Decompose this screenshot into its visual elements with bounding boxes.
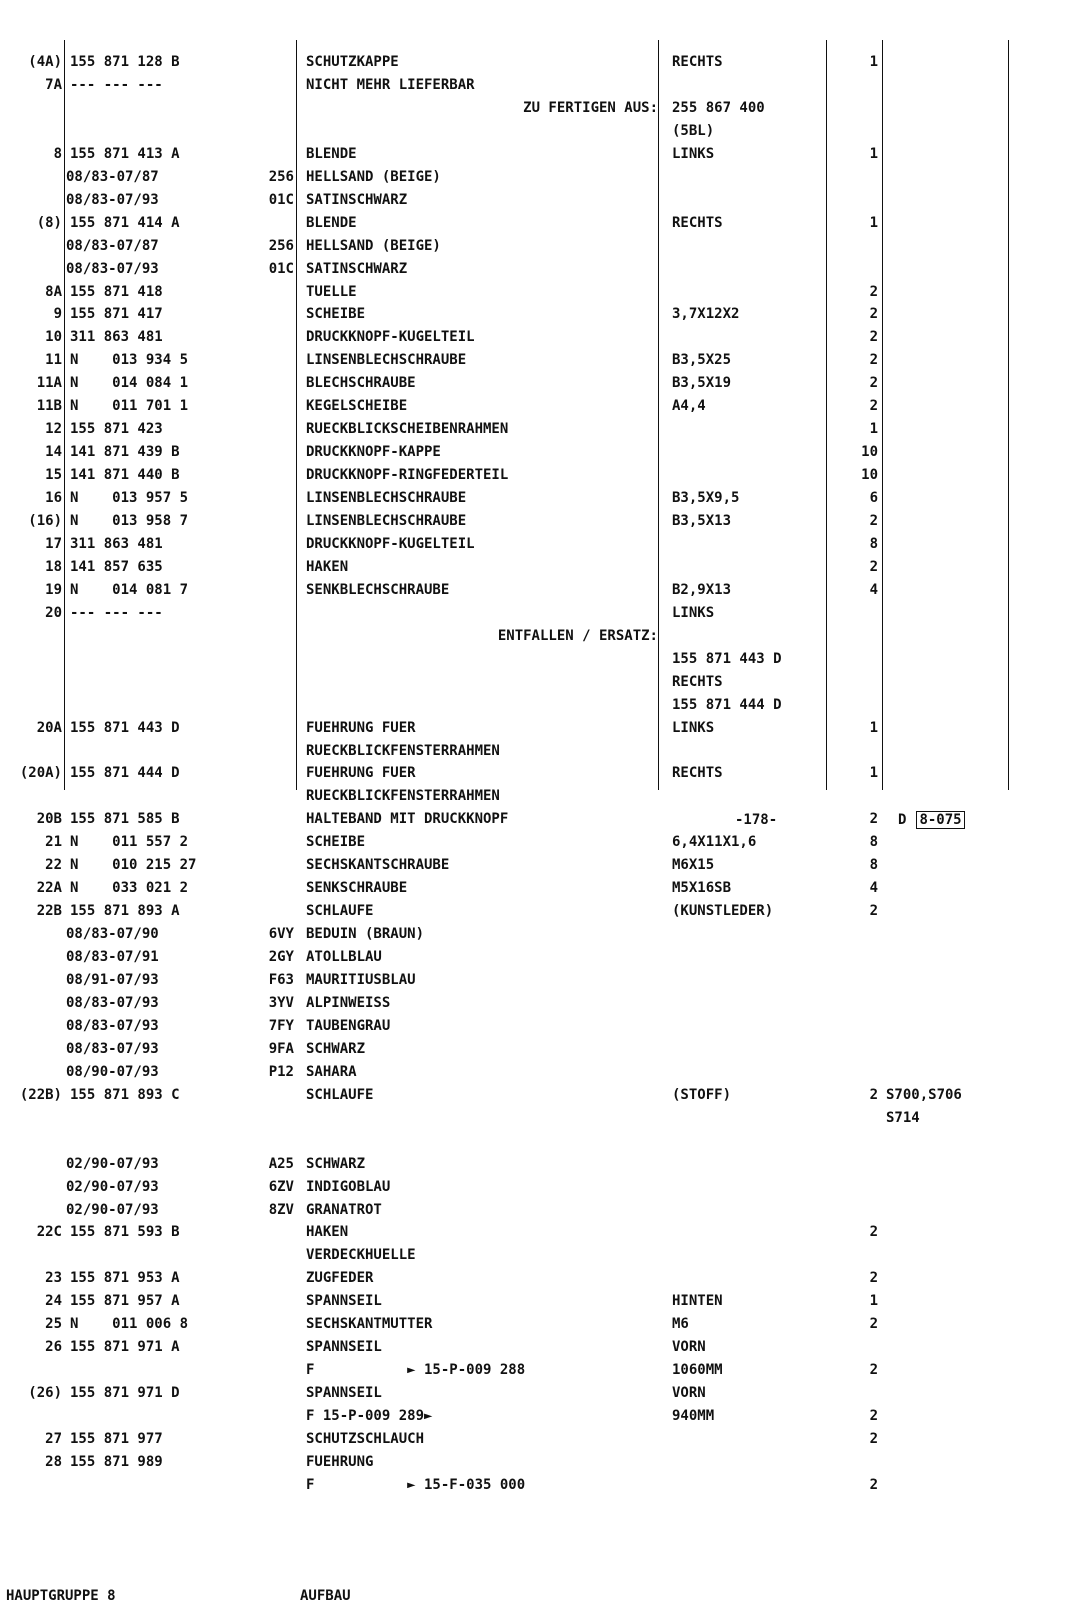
part-remark: B2,9X13 [672, 581, 732, 598]
table-row [0, 441, 1082, 464]
model-code: S714 [886, 1109, 920, 1126]
validity-date-range: 08/83-07/87 [66, 168, 159, 185]
position-number: 22 [45, 857, 62, 874]
color-variant-row [0, 969, 1082, 992]
quantity: 2 [869, 1476, 878, 1493]
table-row [0, 579, 1082, 602]
position-number: 27 [45, 1431, 62, 1447]
part-number: 155 871 989 [70, 1453, 163, 1470]
part-number: N 033 021 2 [70, 880, 189, 897]
color-variant-row [0, 1199, 1082, 1222]
part-number: 155 871 128 B [70, 54, 180, 70]
part-number: 155 871 444 D [70, 765, 180, 782]
validity-date-range: 02/90-07/93 [66, 1155, 159, 1172]
color-variant-row [0, 992, 1082, 1015]
part-remark: LINKS [672, 719, 715, 736]
table-row [0, 1290, 1082, 1313]
part-number: 155 871 957 A [70, 1293, 180, 1310]
color-code: 256 [268, 237, 294, 254]
table-row [0, 212, 1082, 235]
quantity: 2 [869, 558, 878, 575]
part-remark: HINTEN [672, 1293, 723, 1310]
position-number: 8 [53, 145, 62, 162]
validity-date-range: 08/83-07/87 [66, 237, 159, 254]
quantity: 2 [869, 1270, 878, 1287]
quantity: 8 [869, 535, 878, 552]
part-description: SCHUTZSCHLAUCH [306, 1431, 425, 1447]
part-description: LINSENBLECHSCHRAUBE [306, 513, 467, 529]
table-row [0, 694, 1082, 717]
part-remark: B3,5X19 [672, 375, 732, 392]
color-name: TAUBENGRAU [306, 1017, 391, 1034]
position-number: 24 [45, 1293, 62, 1310]
quantity: 4 [869, 880, 878, 897]
table-row [0, 281, 1082, 304]
table-row [0, 717, 1082, 740]
quantity: 8 [869, 834, 878, 851]
color-name: SAHARA [306, 1063, 357, 1080]
position-number: 25 [45, 1316, 62, 1333]
quantity: 2 [869, 1431, 878, 1447]
position-number: (4A) [28, 54, 62, 70]
quantity: 2 [869, 398, 878, 415]
part-number: 155 871 423 [70, 421, 163, 438]
part-remark: (KUNSTLEDER) [672, 903, 774, 920]
part-remark: 1060MM [672, 1362, 723, 1379]
color-name: HELLSAND (BEIGE) [306, 237, 441, 254]
main-group-title: AUFBAU [300, 1588, 351, 1604]
color-variant-row [0, 946, 1082, 969]
part-description: SENKSCHRAUBE [306, 880, 408, 897]
document-code [898, 812, 965, 828]
table-row [0, 1405, 1082, 1428]
quantity: 2 [869, 283, 878, 300]
table-row [0, 303, 1082, 326]
part-number: N 014 084 1 [70, 375, 189, 392]
position-number: 15 [45, 467, 62, 484]
position-number: 22B [36, 903, 62, 920]
part-description: FUEHRUNG [306, 1453, 374, 1470]
part-description: BLENDE [306, 145, 357, 162]
quantity: 2 [869, 375, 878, 392]
position-number: (16) [28, 513, 62, 529]
color-name: HELLSAND (BEIGE) [306, 168, 441, 185]
part-description: SPANNSEIL [306, 1339, 382, 1356]
position-number: 21 [45, 834, 62, 851]
part-number: N 011 006 8 [70, 1316, 189, 1333]
part-description: ZUGFEDER [306, 1270, 374, 1287]
validity-date-range: 08/83-07/93 [66, 1017, 159, 1034]
position-number: (8) [36, 214, 62, 231]
part-remark: (STOFF) [672, 1086, 732, 1103]
note-text: 255 867 400 [672, 99, 765, 116]
part-number: 155 871 953 A [70, 1270, 180, 1287]
table-row [0, 74, 1082, 97]
part-number: 141 871 440 B [70, 467, 180, 484]
color-variant-row [0, 1061, 1082, 1084]
table-row [0, 556, 1082, 579]
quantity: 2 [869, 903, 878, 920]
part-description: SENKBLECHSCHRAUBE [306, 581, 450, 598]
part-number: --- --- --- [70, 76, 163, 93]
quantity: 2 [869, 1224, 878, 1241]
part-remark: RECHTS [672, 54, 723, 70]
quantity: 2 [869, 306, 878, 323]
quantity: 2 [869, 1362, 878, 1379]
table-row [0, 120, 1082, 143]
part-remark: 6,4X11X1,6 [672, 834, 757, 851]
validity-date-range: 08/83-07/93 [66, 260, 159, 277]
quantity: 1 [869, 1293, 878, 1310]
part-remark: RECHTS [672, 673, 723, 690]
instruction-text: ZU FERTIGEN AUS: [523, 99, 658, 116]
position-number: 9 [53, 306, 62, 323]
validity-date-range: 02/90-07/93 [66, 1201, 159, 1218]
position-number: 11B [36, 398, 62, 415]
table-row [0, 1221, 1082, 1244]
position-number: 20A [36, 719, 62, 736]
quantity: 2 [869, 1316, 878, 1333]
position-number: 26 [45, 1339, 62, 1356]
part-remark: (5BL) [672, 122, 715, 139]
table-row [0, 1107, 1082, 1130]
part-remark: B3,5X9,5 [672, 490, 740, 507]
part-description: SCHUTZKAPPE [306, 54, 399, 70]
position-number: 20 [45, 604, 62, 621]
main-group-label: HAUPTGRUPPE 8 [6, 1588, 116, 1604]
position-number: 14 [45, 444, 62, 461]
color-code: 6ZV [268, 1178, 294, 1195]
part-number: 155 871 418 [70, 283, 163, 300]
table-row [0, 464, 1082, 487]
table-row [0, 51, 1082, 74]
position-number: 16 [45, 490, 62, 507]
position-number: 7A [45, 76, 62, 93]
color-variant-row [0, 923, 1082, 946]
table-row [0, 1244, 1082, 1267]
part-number: N 013 934 5 [70, 352, 189, 369]
color-code: 7FY [268, 1017, 294, 1034]
part-description: KEGELSCHEIBE [306, 398, 408, 415]
position-number: 17 [45, 535, 62, 552]
quantity: 1 [869, 719, 878, 736]
table-row [0, 418, 1082, 441]
part-number: --- --- --- [70, 604, 163, 621]
part-number: N 013 958 7 [70, 513, 189, 529]
color-name: GRANATROT [306, 1201, 382, 1218]
part-remark: 940MM [672, 1408, 715, 1425]
table-row [0, 533, 1082, 556]
table-row [0, 1336, 1082, 1359]
validity-date-range: 08/90-07/93 [66, 1063, 159, 1080]
part-number: 155 871 593 B [70, 1224, 180, 1241]
color-name: INDIGOBLAU [306, 1178, 391, 1195]
part-description: RUECKBLICKFENSTERRAHMEN [306, 788, 500, 805]
part-number: 155 871 893 A [70, 903, 180, 920]
part-remark: M6 [672, 1316, 689, 1333]
table-row [0, 648, 1082, 671]
position-number: (26) [28, 1385, 62, 1402]
table-row [0, 326, 1082, 349]
color-name: SCHWARZ [306, 1040, 366, 1057]
part-remark: B3,5X25 [672, 352, 732, 369]
quantity: 2 [869, 352, 878, 369]
table-row [0, 740, 1082, 763]
part-description: DRUCKKNOPF-KUGELTEIL [306, 535, 475, 552]
color-name: ATOLLBLAU [306, 949, 382, 966]
table-row [0, 510, 1082, 533]
document-code-box: 8-075 [916, 811, 964, 829]
color-code: A25 [268, 1155, 294, 1172]
part-number: N 010 215 27 [70, 857, 197, 874]
quantity: 2 [869, 1408, 878, 1425]
part-description: F ► 15-P-009 288 [306, 1362, 526, 1379]
part-number: 141 857 635 [70, 558, 163, 575]
part-description: HALTEBAND MIT DRUCKKNOPF [306, 811, 509, 828]
color-variant-row [0, 235, 1082, 258]
color-variant-row [0, 166, 1082, 189]
part-description: SPANNSEIL [306, 1385, 382, 1402]
part-description: RUECKBLICKSCHEIBENRAHMEN [306, 421, 509, 438]
part-number: 155 871 971 D [70, 1385, 180, 1402]
table-row [0, 762, 1082, 785]
part-remark: B3,5X13 [672, 513, 732, 529]
color-code: 2GY [268, 949, 294, 966]
part-description: LINSENBLECHSCHRAUBE [306, 352, 467, 369]
color-code: 256 [268, 168, 294, 185]
part-description: HAKEN [306, 1224, 349, 1241]
table-row [0, 900, 1082, 923]
validity-date-range: 08/91-07/93 [66, 972, 159, 988]
color-variant-row [0, 1015, 1082, 1038]
position-number: 10 [45, 329, 62, 346]
table-row [0, 1313, 1082, 1336]
quantity: 2 [869, 811, 878, 828]
part-description: TUELLE [306, 283, 357, 300]
table-row [0, 143, 1082, 166]
part-remark: VORN [672, 1339, 706, 1356]
quantity: 8 [869, 857, 878, 874]
part-remark: LINKS [672, 145, 715, 162]
part-remark: LINKS [672, 604, 715, 621]
quantity: 1 [869, 421, 878, 438]
part-number: 155 871 977 [70, 1431, 163, 1447]
part-number: 155 871 893 C [70, 1086, 180, 1103]
part-number: N 011 557 2 [70, 834, 189, 851]
part-description: NICHT MEHR LIEFERBAR [306, 76, 475, 93]
part-remark: 155 871 444 D [672, 696, 782, 713]
quantity: 2 [869, 329, 878, 346]
table-row [0, 1130, 1082, 1153]
validity-date-range: 08/83-07/91 [66, 949, 159, 966]
table-row [0, 671, 1082, 694]
part-number: 311 863 481 [70, 535, 163, 552]
table-row [0, 1359, 1082, 1382]
table-row [0, 625, 1082, 648]
model-code: S700,S706 [886, 1086, 962, 1103]
table-row [0, 1382, 1082, 1405]
quantity: 10 [861, 444, 878, 461]
position-number: 28 [45, 1453, 62, 1470]
color-name: ALPINWEISS [306, 994, 391, 1011]
part-description: SPANNSEIL [306, 1293, 382, 1310]
part-description: DRUCKKNOPF-RINGFEDERTEIL [306, 467, 509, 484]
part-remark: 155 871 443 D [672, 650, 782, 667]
position-number: (20A) [19, 765, 62, 782]
part-number: 311 863 481 [70, 329, 163, 346]
color-code: P12 [268, 1063, 294, 1080]
color-code: F63 [268, 972, 294, 988]
table-row [0, 97, 1082, 120]
quantity: 4 [869, 581, 878, 598]
part-description: VERDECKHUELLE [306, 1247, 416, 1264]
table-row [0, 1267, 1082, 1290]
position-number: 23 [45, 1270, 62, 1287]
color-code: 3YV [268, 994, 294, 1011]
position-number: 11A [36, 375, 62, 392]
position-number: 8A [45, 283, 62, 300]
color-name: BEDUIN (BRAUN) [306, 926, 425, 943]
validity-date-range: 02/90-07/93 [66, 1178, 159, 1195]
part-number: 155 871 443 D [70, 719, 180, 736]
color-code: 6VY [268, 926, 294, 943]
table-row [0, 1451, 1082, 1474]
position-number: 22A [36, 880, 62, 897]
part-remark: A4,4 [672, 398, 706, 415]
table-row [0, 831, 1082, 854]
position-number: 18 [45, 558, 62, 575]
part-description: DRUCKKNOPF-KAPPE [306, 444, 441, 461]
table-row [0, 785, 1082, 808]
part-description: HAKEN [306, 558, 349, 575]
color-name: SCHWARZ [306, 1155, 366, 1172]
part-description: FUEHRUNG FUER [306, 765, 416, 782]
table-row [0, 487, 1082, 510]
position-number: 12 [45, 421, 62, 438]
table-row [0, 349, 1082, 372]
color-variant-row [0, 258, 1082, 281]
table-row [0, 877, 1082, 900]
table-row [0, 854, 1082, 877]
table-row [0, 1428, 1082, 1451]
part-number: N 011 701 1 [70, 398, 189, 415]
table-row [0, 395, 1082, 418]
validity-date-range: 08/83-07/93 [66, 191, 159, 208]
part-remark: M5X16SB [672, 880, 732, 897]
part-number: N 013 957 5 [70, 490, 189, 507]
position-number: 11 [45, 352, 62, 369]
part-remark: RECHTS [672, 214, 723, 231]
part-description: SCHEIBE [306, 834, 366, 851]
part-description: SECHSKANTSCHRAUBE [306, 857, 450, 874]
color-code: 9FA [268, 1040, 294, 1057]
part-description: DRUCKKNOPF-KUGELTEIL [306, 329, 475, 346]
part-remark: RECHTS [672, 765, 723, 782]
part-description: RUECKBLICKFENSTERRAHMEN [306, 742, 500, 759]
validity-date-range: 08/83-07/93 [66, 994, 159, 1011]
instruction-text: ENTFALLEN / ERSATZ: [497, 627, 658, 644]
quantity: 1 [869, 145, 878, 162]
part-description: F ► 15-F-035 000 [306, 1476, 526, 1493]
part-number: 141 871 439 B [70, 444, 180, 461]
part-description: SCHEIBE [306, 306, 366, 323]
quantity: 2 [869, 513, 878, 529]
table-row [0, 1084, 1082, 1107]
color-code: 01C [268, 260, 294, 277]
part-description: FUEHRUNG FUER [306, 719, 416, 736]
quantity: 2 [869, 1086, 878, 1103]
part-description: SCHLAUFE [306, 1086, 374, 1103]
color-name: SATINSCHWARZ [306, 260, 408, 277]
part-remark: M6X15 [672, 857, 715, 874]
quantity: 1 [869, 54, 878, 70]
color-code: 8ZV [268, 1201, 294, 1218]
table-row [0, 1474, 1082, 1497]
position-number: 22C [36, 1224, 62, 1241]
part-number: 155 871 971 A [70, 1339, 180, 1356]
part-number: 155 871 414 A [70, 214, 180, 231]
part-description: BLENDE [306, 214, 357, 231]
document-prefix: D [898, 812, 907, 828]
part-remark: VORN [672, 1385, 706, 1402]
position-number: 19 [45, 581, 62, 598]
part-description: LINSENBLECHSCHRAUBE [306, 490, 467, 507]
part-number: 155 871 585 B [70, 811, 180, 828]
part-description: SCHLAUFE [306, 903, 374, 920]
color-variant-row [0, 1176, 1082, 1199]
quantity: 1 [869, 214, 878, 231]
color-code: 01C [268, 191, 294, 208]
part-remark: 3,7X12X2 [672, 306, 740, 323]
part-description: F 15-P-009 289► [306, 1408, 433, 1425]
page-number: -178- [735, 812, 778, 828]
color-variant-row [0, 189, 1082, 212]
part-number: 155 871 417 [70, 306, 163, 323]
quantity: 10 [861, 467, 878, 484]
color-name: SATINSCHWARZ [306, 191, 408, 208]
part-number: 155 871 413 A [70, 145, 180, 162]
part-description: SECHSKANTMUTTER [306, 1316, 433, 1333]
table-row [0, 372, 1082, 395]
validity-date-range: 08/83-07/93 [66, 1040, 159, 1057]
validity-date-range: 08/83-07/90 [66, 926, 159, 943]
quantity: 6 [869, 490, 878, 507]
color-variant-row [0, 1153, 1082, 1176]
quantity: 1 [869, 765, 878, 782]
color-name: MAURITIUSBLAU [306, 972, 416, 988]
table-row [0, 602, 1082, 625]
color-variant-row [0, 1038, 1082, 1061]
position-number: (22B) [19, 1086, 62, 1103]
part-number: N 014 081 7 [70, 581, 189, 598]
position-number: 20B [36, 811, 62, 828]
part-description: BLECHSCHRAUBE [306, 375, 416, 392]
